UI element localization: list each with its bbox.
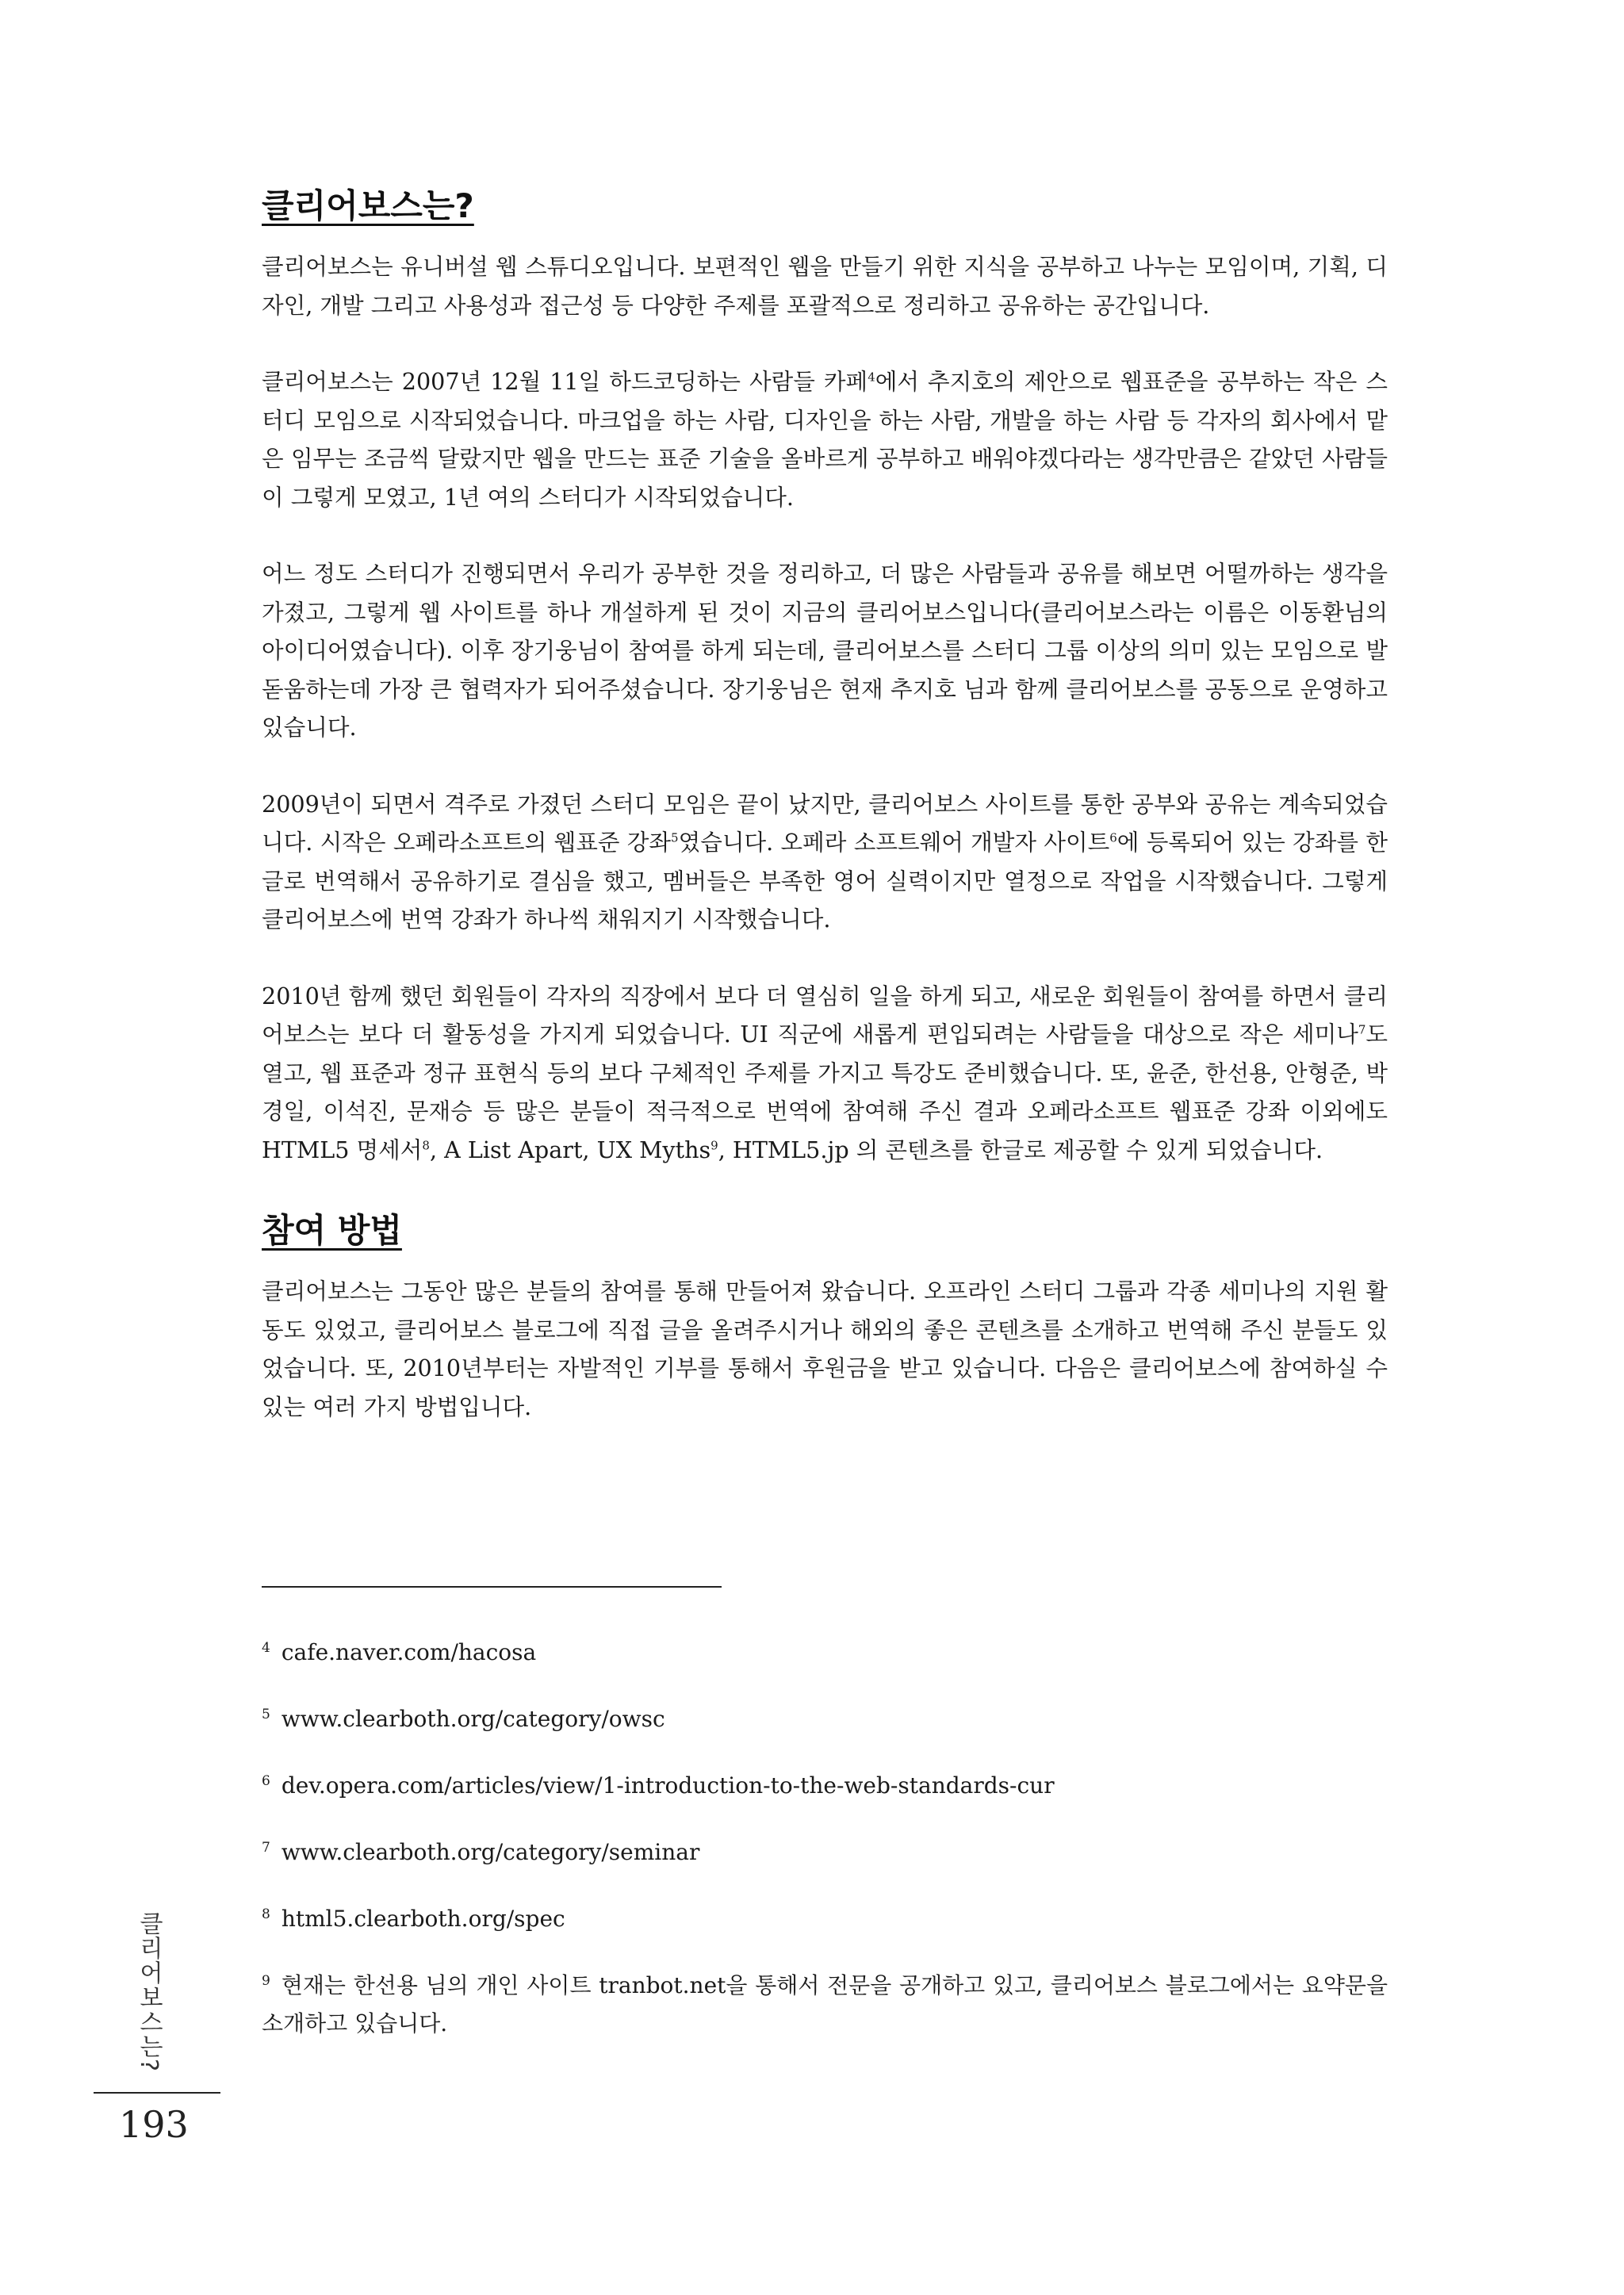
footnote-ref-6[interactable]: 6 xyxy=(1109,830,1117,845)
footnote-link[interactable]: dev.opera.com/articles/view/1-introduction-to-the-web-standards-cur xyxy=(281,1772,1055,1799)
footnote-ref-9[interactable]: 9 xyxy=(710,1137,718,1152)
footnote-link[interactable]: www.clearboth.org/category/owsc xyxy=(281,1706,665,1732)
running-head: 클리어보스는? xyxy=(135,1911,163,2072)
footnote-item: $^8$ html5.clearboth.org/spec xyxy=(262,1906,565,1932)
footnote-ref-8[interactable]: 8 xyxy=(422,1137,430,1152)
page-number: 193 xyxy=(119,2103,189,2146)
section-title-participation: 참여 방법 xyxy=(262,1211,402,1250)
footnote-text: 현재는 한선용 님의 개인 사이트 tranbot.net을 통해서 전문을 공개하고 있고, 클리어보스 블로그에서는 요약문을 소개하고 있습니다. xyxy=(262,1972,1388,2036)
footnote-link[interactable]: html5.clearboth.org/spec xyxy=(281,1906,565,1932)
paragraph-history-2010: 2010년 함께 했던 회원들이 각자의 직장에서 보다 더 열심히 일을 하게 되고, 새로운 회원들이 참여를 하면서 클리어보스는 보다 더 활동성을 가지게 되었습니다. UI 직군에 새롭게 편입되려는 사람들을 대상으로 작은 세미나$^7$도 열고, 웹 표준과 정규 표현식 등의 보다 구체적인 주제를 가지고 특강도 준비했습니다. 또, 윤준, 한선용, 안형준, 박경일, 이석진, 문재승 등 많은 분들이 적극적으로 번역에 참여해 주신 결과 오페라소프트 웹표준 강좌 이외에도 HTML5 명세서$^8$, A List Apart, UX Myths$^9$, HTML5.jp 의 콘텐츠를 한글로 제공할 수 있게 되었습니다. xyxy=(262,982,1388,1163)
footnote-item: $^4$ cafe.naver.com/hacosa xyxy=(262,1639,537,1665)
footnote-link[interactable]: www.clearboth.org/category/seminar xyxy=(281,1839,700,1865)
main-content xyxy=(262,182,1388,1464)
footnote-divider xyxy=(262,1586,722,1588)
footnote-link[interactable]: cafe.naver.com/hacosa xyxy=(281,1639,537,1665)
footnote-ref-4[interactable]: 4 xyxy=(868,370,875,385)
footnote-item: $^7$ www.clearboth.org/category/seminar xyxy=(262,1839,700,1865)
page-number-rule xyxy=(94,2092,220,2094)
paragraph-participation: 클리어보스는 그동안 많은 분들의 참여를 통해 만들어져 왔습니다. 오프라인 스터디 그룹과 각종 세미나의 지원 활동도 있었고, 클리어보스 블로그에 직접 글을 올려주시거나 해외의 좋은 콘텐츠를 소개하고 번역해 주신 분들도 있었습니다. 또, 2010년부터는 자발적인 기부를 통해서 후원금을 받고 있습니다. 다음은 클리어보스에 참여하실 수 있는 여러 가지 방법입니다. xyxy=(262,1278,1388,1420)
footnote-item: $^6$ dev.opera.com/articles/view/1-introduction-to-the-web-standards-cur xyxy=(262,1772,1055,1799)
footnote-item: $^9$ 현재는 한선용 님의 개인 사이트 tranbot.net을 통해서 전문을 공개하고 있고, 클리어보스 블로그에서는 요약문을 소개하고 있습니다. xyxy=(262,1972,1388,2036)
paragraph-history-2009: 2009년이 되면서 격주로 가졌던 스터디 모임은 끝이 났지만, 클리어보스 사이트를 통한 공부와 공유는 계속되었습니다. 시작은 오페라소프트의 웹표준 강좌$^5$였습니다. 오페라 소프트웨어 개발자 사이트$^6$에 등록되어 있는 강좌를 한글로 번역해서 공유하기로 결심을 했고, 멤버들은 부족한 영어 실력이지만 열정으로 작업을 시작했습니다. 그렇게 클리어보스에 번역 강좌가 하나씩 채워지기 시작했습니다. xyxy=(262,790,1388,933)
paragraph-history-2007: 클리어보스는 2007년 12월 11일 하드코딩하는 사람들 카페$^4$에서 추지호의 제안으로 웹표준을 공부하는 작은 스터디 모임으로 시작되었습니다. 마크업을 하는 사람, 디자인을 하는 사람, 개발을 하는 사람 등 각자의 회사에서 맡은 임무는 조금씩 달랐지만 웹을 만드는 표준 기술을 올바르게 공부하고 배워야겠다라는 생각만큼은 같았던 사람들이 그렇게 모였고, 1년 여의 스터디가 시작되었습니다. xyxy=(262,368,1388,511)
footnote-ref-5[interactable]: 5 xyxy=(671,830,679,845)
paragraph-website-founding: 어느 정도 스터디가 진행되면서 우리가 공부한 것을 정리하고, 더 많은 사람들과 공유를 해보면 어떨까하는 생각을 가졌고, 그렇게 웹 사이트를 하나 개설하게 된 것이 지금의 클리어보스입니다(클리어보스라는 이름은 이동환님의 아이디어였습니다). 이후 장기웅님이 참여를 하게 되는데, 클리어보스를 스터디 그룹 이상의 의미 있는 모임으로 발돋움하는데 가장 큰 협력자가 되어주셨습니다. 장기웅님은 현재 추지호 님과 함께 클리어보스를 공동으로 운영하고 있습니다. xyxy=(262,560,1388,741)
section-title-clearboth: 클리어보스는? xyxy=(262,186,474,225)
footnote-ref-7[interactable]: 7 xyxy=(1358,1022,1366,1037)
footnote-item: $^5$ www.clearboth.org/category/owsc xyxy=(262,1706,665,1732)
footnotes xyxy=(262,1634,1388,2071)
paragraph-intro: 클리어보스는 유니버설 웹 스튜디오입니다. 보편적인 웹을 만들기 위한 지식을 공부하고 나누는 모임이며, 기획, 디자인, 개발 그리고 사용성과 접근성 등 다양한 주제를 포괄적으로 정리하고 공유하는 공간입니다. xyxy=(262,253,1388,319)
